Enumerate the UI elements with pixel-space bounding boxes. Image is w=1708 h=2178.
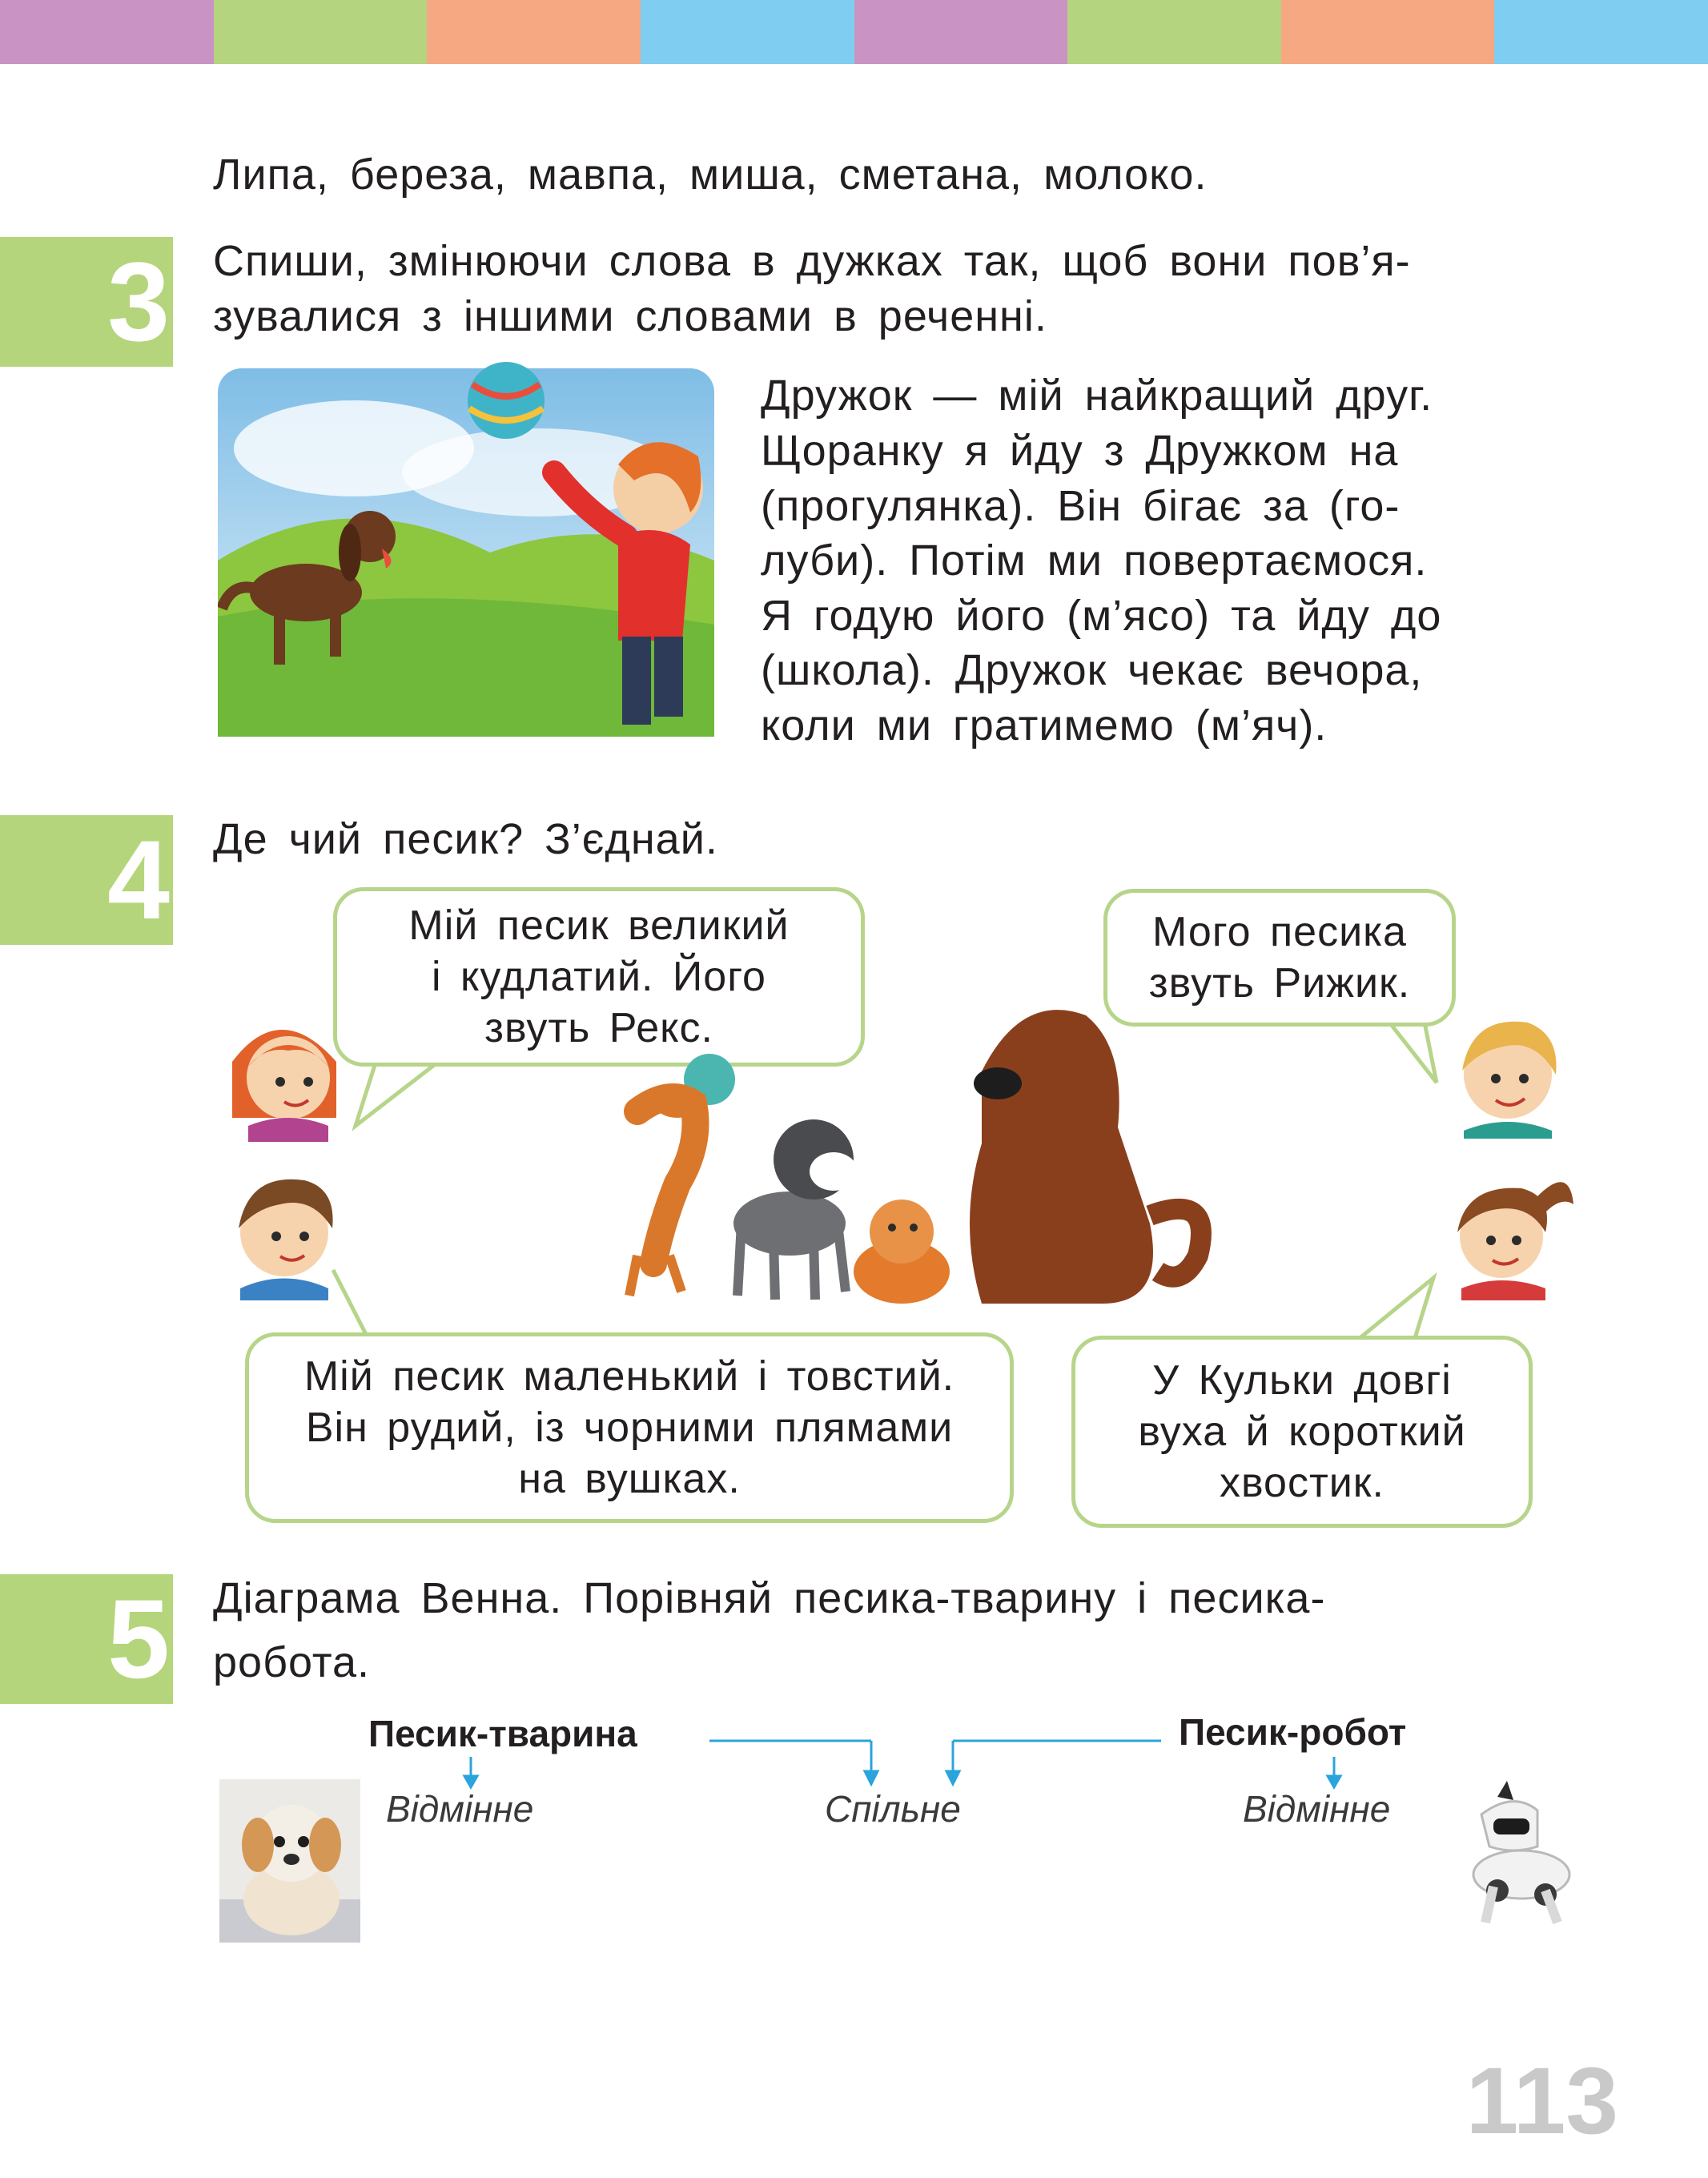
right-heading: Песик-робот	[1179, 1711, 1407, 1753]
story-line: (прогулянка). Він бігає за (го-	[761, 482, 1401, 530]
exercise-number-badge: 5	[0, 1574, 173, 1704]
exercise-4-instruction: Де чий песик? З’єднай.	[213, 815, 718, 863]
exercise-5-instruction-line-2: робота.	[213, 1638, 370, 1686]
bubble-text: Мого песика звуть Рижик.	[1148, 909, 1411, 1007]
exercise-5-instruction-line-1: Діаграма Венна. Порівняй песика-тварину і песика-	[213, 1574, 1326, 1622]
exercise-number-badge: 3	[0, 237, 173, 367]
story-line: Щоранку я йду з Дружком на	[761, 427, 1399, 475]
robot-dog-photo	[1449, 1774, 1585, 1935]
exercise-3-instruction-line-1: Спиши, змінюючи слова в дужках так, щоб вони пов’я-	[213, 237, 1411, 285]
left-label: Відмінне	[386, 1788, 534, 1830]
story-line: (школа). Дружок чекає вечора,	[761, 646, 1423, 694]
story-line: луби). Потім ми повертаємося.	[761, 536, 1428, 585]
story-line: Я годую його (м’ясо) та йду до	[761, 592, 1442, 640]
exercise-number-badge: 4	[0, 815, 173, 945]
left-heading: Песик-тварина	[368, 1713, 637, 1754]
story-line: коли ми гратимемо (м’яч).	[761, 701, 1328, 749]
bubble-text: Мій песик великий і кудлатий. Його звуть Рекс.	[408, 902, 790, 1051]
bubble-text: Мій песик маленький і товстий. Він рудий, із чорними плямами на вушках.	[303, 1353, 955, 1502]
puppy-photo	[219, 1779, 360, 1943]
right-label: Відмінне	[1243, 1788, 1391, 1830]
intro-word-list: Липа, береза, мавпа, миша, сметана, молоко.	[213, 151, 1208, 199]
page-number: 113	[1465, 2048, 1618, 2154]
middle-label: Спільне	[825, 1788, 961, 1830]
bubble-text: У Кульки довгі вуха й короткий хвостик.	[1138, 1357, 1466, 1506]
story-line: Дружок — мій найкращий друг.	[761, 372, 1433, 420]
exercise-3-instruction-line-2: зувалися з іншими словами в реченні.	[213, 292, 1047, 340]
